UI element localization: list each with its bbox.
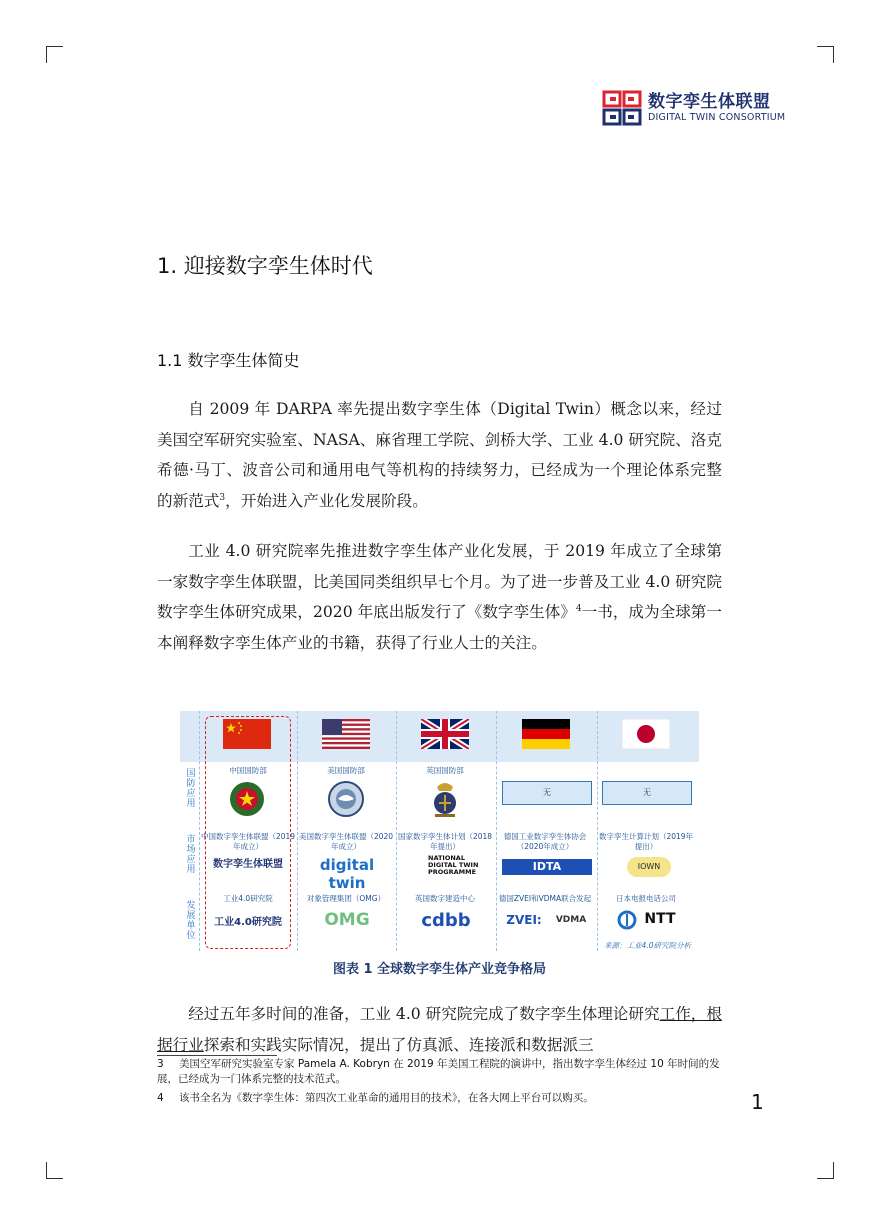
uk-flag-icon (421, 719, 469, 749)
paragraph-3-text-end: 探索和实践实际情况，提出了仿真派、连接派和数据派三 (203, 1035, 594, 1054)
dev-usa-label: 对象管理集团（OMG） (306, 894, 386, 903)
column-divider (597, 711, 598, 951)
footnote-ref-3[interactable]: 3 (219, 492, 226, 503)
footnote-3-text: 美国空军研究实验室专家 Pamela A. Kobryn 在 2019 年美国工程院的演讲中，指出数字孪生体经过 10 年时间的发展，已经成为一门体系完整的技术范式。 (157, 1058, 720, 1085)
paragraph-3 (157, 999, 722, 1060)
dev-japan-label: 日本电报电话公司 (616, 894, 676, 903)
column-divider (396, 711, 397, 951)
japan-flag-icon (622, 719, 670, 749)
figure-source: 来源：工业4.0研究院分析 (604, 941, 691, 950)
market-usa-logo: digital twin (319, 856, 375, 892)
paragraph-1 (157, 394, 722, 516)
market-uk-logo: NATIONAL DIGITAL TWIN PROGRAMME (428, 854, 479, 876)
paragraph-1-text-end: ，开始进入产业化发展阶段。 (225, 491, 428, 510)
market-china-logo: 数字孪生体联盟 (213, 859, 283, 870)
column-divider (297, 711, 298, 951)
row-head-market: 市场应用 (186, 835, 196, 875)
market-usa-label: 美国数字孪生体联盟（2020年成立） (298, 832, 394, 851)
dev-china-logo: 工业4.0研究院 (214, 917, 282, 928)
paragraph-2-text-end: 一书，成为全球第一本阐释数字孪生体产业的书籍，获得了行业人士的关注。 (157, 603, 722, 652)
paragraph-2 (157, 536, 722, 658)
crop-mark-bottom-right (817, 1162, 834, 1179)
dev-germany-logo-vdma: VDMA (555, 915, 587, 925)
market-japan-label: 数字孪生计算计划（2019年提出） (598, 832, 694, 851)
figure-caption: 图表 1 全球数字孪生体产业竞争格局 (332, 962, 547, 977)
paragraph-1-text: 自 2009 年 DARPA 率先提出数字孪生体（Digital Twin）概念以来，经过美国空军研究实验室、NASA、麻省理工学院、剑桥大学、工业 4.0 研究院、洛克希德·马丁、波音公司和通用电气等机构的持续努力，已经成为一个理论体系完整的新范式 (157, 400, 722, 510)
dev-china-label: 工业4.0研究院 (223, 894, 273, 903)
defense-japan-none: 无 (602, 781, 692, 805)
footnote-separator (157, 1055, 277, 1056)
china-highlight-frame (205, 716, 291, 949)
ntt-logo-icon (617, 910, 637, 930)
market-germany-logo: IDTA (502, 859, 592, 875)
dev-uk-logo: cdbb (421, 910, 471, 931)
defense-germany-none: 无 (502, 781, 592, 805)
footnote-3-number: 3 (157, 1058, 164, 1070)
dev-japan-logo: NTT (644, 911, 676, 927)
footnote-4 (157, 1091, 727, 1106)
footnote-4-text: 该书全名为《数字孪生体：第四次工业革命的通用目的技术》，在各大网上平台可以购买。 (179, 1092, 594, 1104)
dev-usa-logo: OMG (324, 910, 370, 930)
consortium-logo (602, 90, 785, 126)
crop-mark-top-right (817, 46, 834, 63)
competition-figure (180, 711, 699, 951)
paragraph-3-underlined: 工作，根据行业 (157, 1005, 722, 1054)
dev-germany-logo-zvei: ZVEI: (506, 913, 542, 927)
column-divider (199, 711, 200, 951)
usa-flag-icon (322, 719, 370, 749)
footnote-4-number: 4 (157, 1092, 164, 1104)
row-head-development: 发展单位 (186, 901, 196, 941)
dev-uk-label: 英国数字建造中心 (415, 894, 475, 903)
defense-uk-label: 英国国防部 (426, 766, 464, 775)
market-japan-logo: IOWN (627, 857, 671, 877)
logo-name-en: DIGITAL TWIN CONSORTIUM (648, 112, 786, 123)
crop-mark-top-left (46, 46, 63, 63)
paragraph-2-text: 工业 4.0 研究院率先推进数字孪生体产业化发展，于 2019 年成立了全球第一家数字孪生体联盟，比美国同类组织早七个月。为了进一步普及工业 4.0 研究院数字孪生体研究成果，2020 年底出版发行了《数字孪生体》 (157, 542, 722, 621)
market-china-label: 中国数字孪生体联盟（2019年成立） (200, 832, 296, 851)
footnotes (157, 1057, 727, 1106)
germany-flag-icon (522, 719, 570, 749)
footnote-ref-4[interactable]: 4 (575, 603, 582, 614)
defense-china-label: 中国国防部 (229, 766, 267, 775)
market-germany-label: 德国工业数字孪生体协会（2020年成立） (503, 832, 587, 851)
defense-usa-label: 美国国防部 (327, 766, 365, 775)
market-uk-label: 国家数字孪生体计划（2018年提出） (397, 832, 493, 851)
subsection-heading: 1.1 数字孪生体简史 (157, 351, 300, 370)
page-number: 1 (751, 1090, 764, 1114)
footnote-3 (157, 1057, 727, 1087)
dev-germany-label: 德国ZVEI和VDMA联合发起 (498, 894, 592, 903)
logo-name-cn: 数字孪生体联盟 (648, 92, 771, 112)
consortium-logo-icon (602, 90, 642, 126)
column-divider (496, 711, 497, 951)
section-heading: 1. 迎接数字孪生体时代 (157, 254, 373, 278)
row-head-defense: 国防应用 (186, 769, 196, 809)
uk-defense-crest-icon (429, 779, 461, 819)
crop-mark-bottom-left (46, 1162, 63, 1179)
paragraph-3-text: 经过五年多时间的准备，工业 4.0 研究院完成了数字孪生体理论研究 (188, 1005, 660, 1023)
usa-defense-seal-icon (328, 781, 364, 817)
